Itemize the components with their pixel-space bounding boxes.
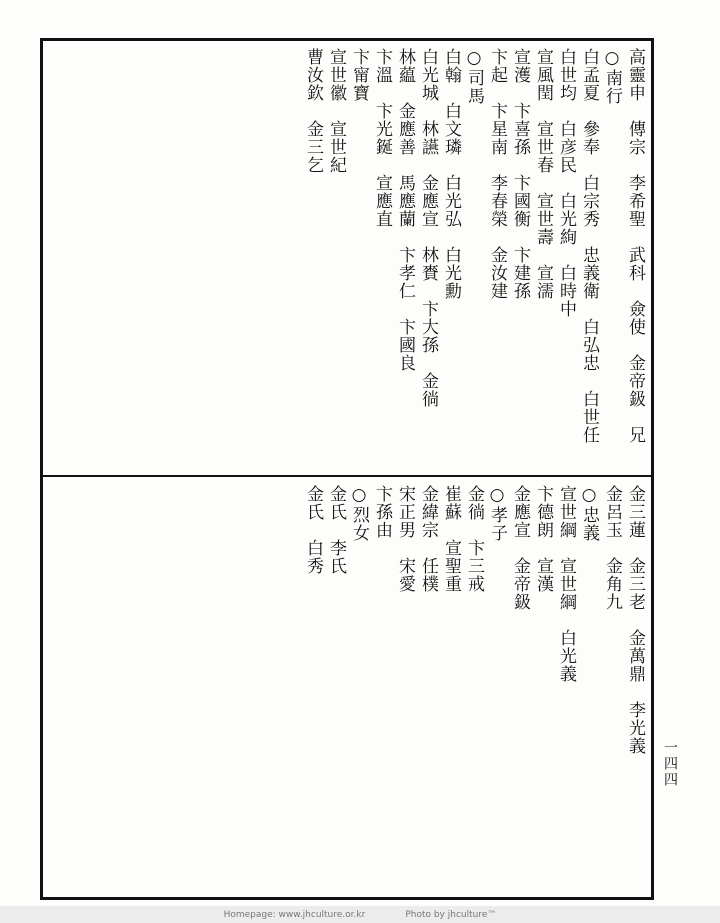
text-column: 宣世徽 宣世紀 <box>326 48 346 174</box>
section-divider <box>40 475 654 477</box>
footer-bar <box>0 906 720 923</box>
upper-panel <box>50 48 646 468</box>
page-number: 一四四 <box>662 740 678 788</box>
text-column: 金三蓮 金三老 金萬鼎 李光義 <box>625 485 645 755</box>
text-column: 高靈申 傳宗 李希聖 武科 僉使 金帝鈒 兄 <box>625 48 645 444</box>
text-column: 卞起 卞星南 李春榮 金汝建 <box>487 48 507 300</box>
section-heading: ○南行 <box>602 48 622 105</box>
text-column: 金徜 卞三戒 <box>464 485 484 593</box>
text-column: 宣世綱 宣世綱 白光義 <box>556 485 576 683</box>
section-heading: ○忠義 <box>579 485 599 542</box>
text-column: 宣風閏 宣世春 宣世壽 宣濡 <box>533 48 553 300</box>
section-heading: ○司馬 <box>464 48 484 105</box>
section-heading: ○孝子 <box>487 485 507 542</box>
text-column: 白孟夏 參奉 白宗秀 忠義衛 白弘忠 白世任 <box>579 48 599 444</box>
text-column: 卞溫 卞光鋋 宣應直 <box>372 48 392 228</box>
text-column: 宣濩 卞喜孫 卞國衡 卞建孫 <box>510 48 530 300</box>
text-column: 卞甯寶 <box>349 48 369 102</box>
text-column: 崔蘇 宣聖重 <box>441 485 461 593</box>
footer-photo-credit: Photo by jhculture™ <box>405 909 497 920</box>
lower-panel <box>50 485 646 890</box>
text-column: 宋正男 宋愛 <box>395 485 415 593</box>
section-heading: ○烈女 <box>349 485 369 542</box>
text-column: 金氏 李氏 <box>326 485 346 575</box>
text-column: 林藴 金應善 馬應蘭 卞孝仁 卞國良 <box>395 48 415 372</box>
text-column: 白翰 白文璘 白光弘 白光勳 <box>441 48 461 300</box>
text-column: 曹汝欽 金三乞 <box>303 48 323 174</box>
text-column: 白世均 白彦民 白光絢 白時中 <box>556 48 576 318</box>
text-column: 白光城 林讌 金應宣 林賚 卞大孫 金徜 <box>418 48 438 408</box>
text-column: 卞孫由 <box>372 485 392 539</box>
text-column: 卞德朗 宣漢 <box>533 485 553 593</box>
text-column: 金氏 白秀 <box>303 485 323 575</box>
text-column: 金呂玉 金角九 <box>602 485 622 611</box>
text-column: 金緯宗 任樸 <box>418 485 438 593</box>
text-column: 金應宣 金帝鈒 <box>510 485 530 611</box>
footer-homepage[interactable]: Homepage: www.jhculture.or.kr <box>223 909 366 920</box>
